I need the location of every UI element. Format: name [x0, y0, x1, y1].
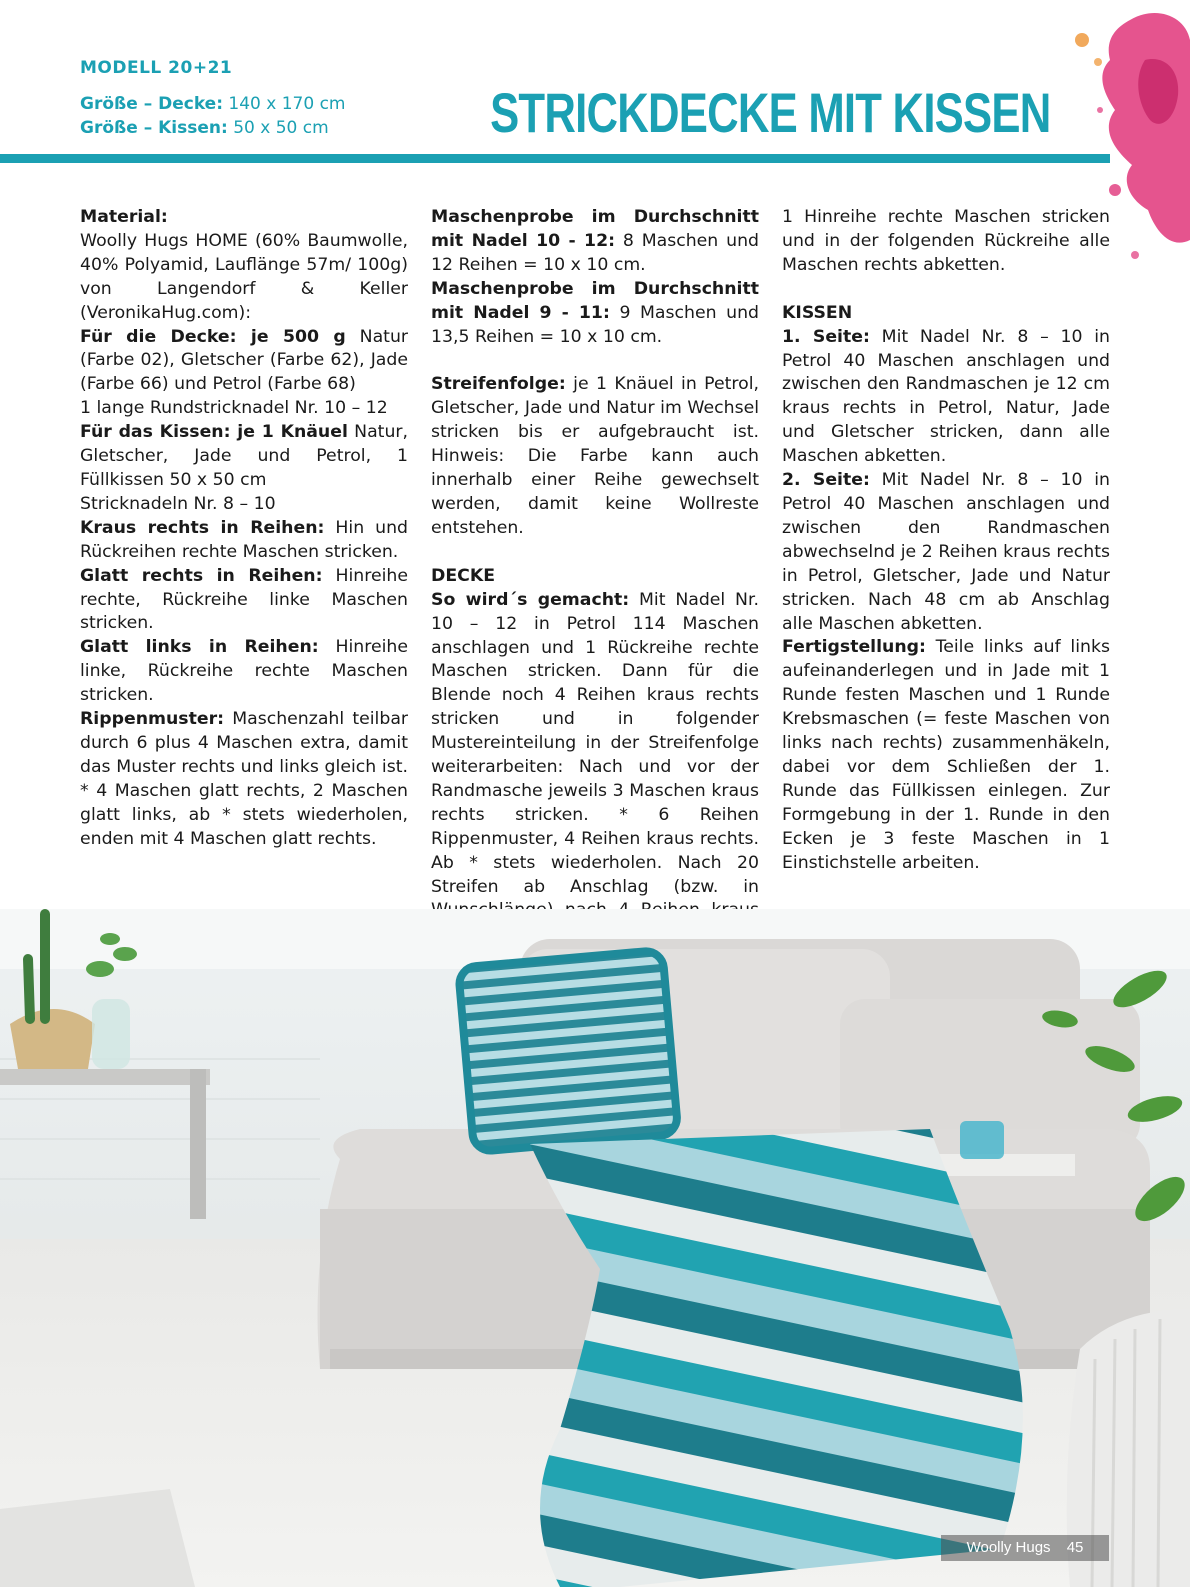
- rippen-label: Rippenmuster:: [80, 709, 225, 730]
- text-column-1: [80, 206, 408, 851]
- brand-name: Woolly Hugs: [966, 1539, 1051, 1556]
- kissen-label: Für das Kissen: je 1 Knäuel: [80, 422, 348, 443]
- text-column-2: [431, 206, 759, 947]
- kissen-heading: KISSEN: [782, 302, 853, 323]
- material-text: Woolly Hugs HOME (60% Baumwolle, 40% Polyamid, Lauflänge 57m/ 100g) von Langendorf & Keller (VeronikaHug.com):: [80, 230, 408, 323]
- page-footer: [941, 1535, 1109, 1561]
- material-heading: Material:: [80, 207, 168, 227]
- decke-text: Natur (Farbe 02), Gletscher (Farbe 62), Jade (Farbe 66) und Petrol (Farbe 68): [80, 326, 409, 395]
- seite1-label: 1. Seite:: [782, 326, 870, 347]
- seite2-text: Mit Nadel Nr. 8 – 10 in Petrol 40 Maschen anschlagen und zwischen den Randmaschen abwechselnd je 2 Reihen kraus rechts in Petrol, Gletscher, Jade und Natur stricken. Nach 48 cm ab Anschlag alle Maschen abketten.: [782, 470, 1111, 634]
- page-number: 45: [1066, 1539, 1084, 1556]
- size-blanket-value: 140 x 170 cm: [228, 94, 346, 114]
- header-rule: [0, 154, 1110, 163]
- fertig-text: Teile links auf links aufeinanderlegen und in Jade mit 1 Runde festen Maschen und 1 Runde Krebsmaschen (= feste Maschen von links nach rechts) zusammenhäkeln, dabei vor dem Schließen der 1. Runde das Füllkissen einlegen. Zur Formgebung in der 1. Runde in den Ecken je 3 feste Maschen in 1 Einstichstelle arbeiten.: [782, 637, 1110, 873]
- kraus-text: Hin und Rückreihen rechte Maschen stricken.: [80, 517, 409, 562]
- size-pillow-label: Größe – Kissen:: [80, 118, 228, 138]
- size-pillow: [80, 118, 329, 138]
- text-column-3: [782, 206, 1110, 875]
- model-number: MODELL 20+21: [80, 58, 233, 78]
- size-pillow-value: 50 x 50 cm: [233, 118, 329, 138]
- streifen-text: je 1 Knäuel in Petrol, Gletscher, Jade und Natur im Wechsel stricken bis er aufgebraucht ist. Hinweis: Die Farbe kann auch innerhalb einer Reihe gewechselt werden, damit keine Wollreste entstehen.: [431, 374, 759, 538]
- size-blanket: [80, 94, 346, 114]
- sofa-photo: [0, 909, 1190, 1587]
- streifen-label: Streifenfolge:: [431, 374, 566, 395]
- probe1-text: 8 Maschen und 12 Reihen = 10 x 10 cm.: [431, 230, 759, 275]
- size-blanket-label: Größe – Decke:: [80, 94, 224, 114]
- glatt-rechts-text: Hinreihe rechte, Rückreihe linke Maschen stricken.: [80, 565, 409, 634]
- seite1-text: Mit Nadel Nr. 8 – 10 in Petrol 40 Maschen anschlagen und zwischen den Randmaschen je 12 cm kraus rechts in Petrol, Natur, Jade und Gletscher stricken, dann alle Maschen abketten.: [782, 326, 1111, 467]
- sowird-label: So wird´s gemacht:: [431, 589, 630, 610]
- seite2-label: 2. Seite:: [782, 470, 870, 491]
- kraus-label: Kraus rechts in Reihen:: [80, 517, 325, 538]
- fertig-label: Fertigstellung:: [782, 637, 926, 658]
- glatt-links-text: Hinreihe linke, Rückreihe rechte Maschen stricken.: [80, 637, 408, 706]
- probe2-label: Maschenprobe im Durchschnitt mit Nadel 9 - 11:: [431, 278, 759, 323]
- decke-heading: DECKE: [431, 565, 496, 586]
- probe1-label: Maschenprobe im Durchschnitt mit Nadel 10 - 12:: [431, 207, 759, 251]
- glatt-links-label: Glatt links in Reihen:: [80, 637, 319, 658]
- probe2-text: 9 Maschen und 13,5 Reihen = 10 x 10 cm.: [431, 302, 759, 347]
- glatt-rechts-label: Glatt rechts in Reihen:: [80, 565, 323, 586]
- rippen-text: Maschenzahl teilbar durch 6 plus 4 Maschen extra, damit das Muster rechts und links gleich ist. * 4 Maschen glatt rechts, 2 Maschen glatt links, ab * stets wiederholen, enden mit 4 Maschen glatt rechts.: [80, 709, 409, 849]
- kissen-text: Natur, Gletscher, Jade und Petrol, 1 Füllkissen 50 x 50 cm: [80, 422, 408, 490]
- continuation-text: 1 Hinreihe rechte Maschen stricken und in der folgenden Rückreihe alle Maschen rechts abketten.: [782, 207, 1110, 275]
- needle-text: 1 lange Rundstricknadel Nr. 10 – 12: [80, 398, 388, 419]
- decke-label: Für die Decke: je 500 g: [80, 326, 346, 347]
- sowird-text: Mit Nadel Nr. 10 – 12 in Petrol 114 Maschen anschlagen und 1 Rückreihe rechte Maschen stricken. Dann für die Blende noch 4 Reihen kraus rechts stricken und in folgender Mustereinteilung in der Streifenfolge weiterarbeiten: Nach und vor der Randmasche jeweils 3 Maschen kraus rechts stricken. * 6 Reihen Rippenmuster, 4 Reihen kraus rechts. Ab * stets wiederholen. Nach 20 Streifen ab Anschlag (bzw. in: [431, 589, 759, 897]
- page-title: STRICKDECKE MIT KISSEN: [489, 81, 1050, 144]
- needles-text: Stricknadeln Nr. 8 – 10: [80, 493, 276, 514]
